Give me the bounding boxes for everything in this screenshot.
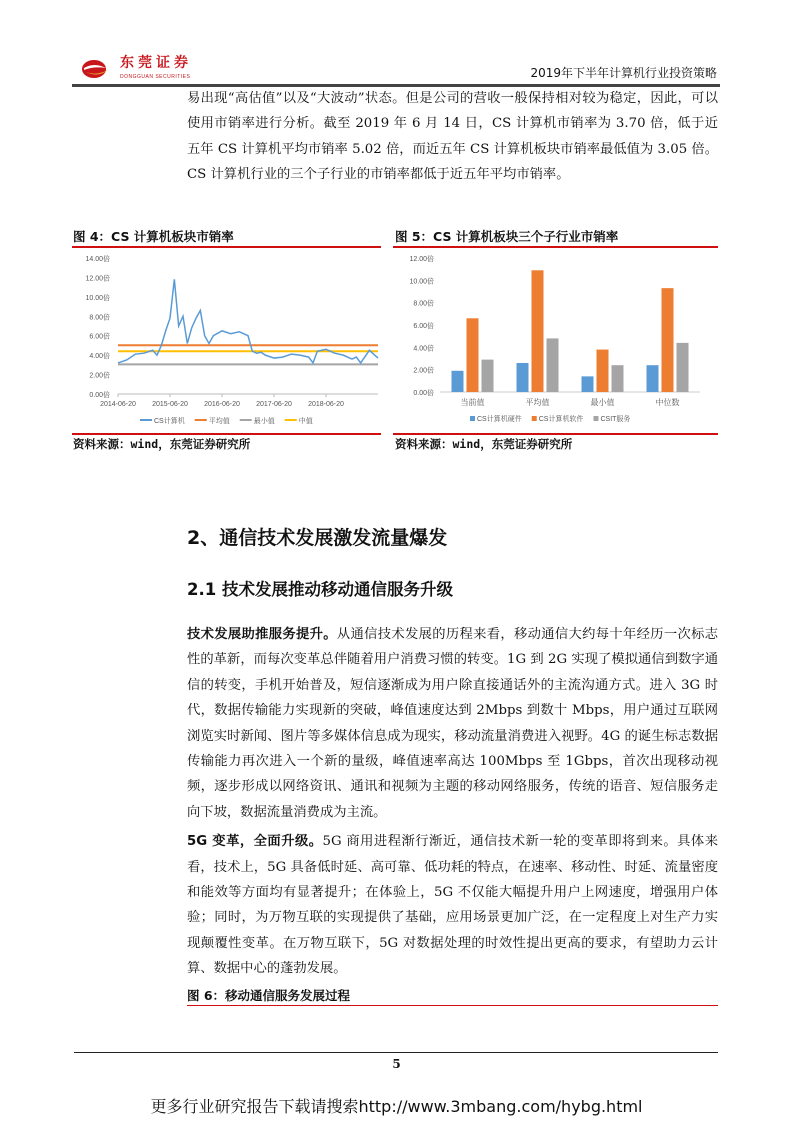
legend-label: CSIT服务 [600, 416, 631, 423]
bar-CS计算机软件-当前值 [467, 318, 479, 392]
bar-CS计算机硬件-中位数 [647, 365, 659, 392]
x-tick-label: 2014-06-20 [100, 401, 136, 408]
legend-label: 最小值 [253, 418, 275, 425]
page-number: 5 [392, 1057, 401, 1071]
bar-CSIT服务-当前值 [482, 360, 494, 392]
y-tick-label: 0.00倍 [413, 390, 434, 397]
bar-CSIT服务-最小值 [612, 365, 624, 392]
x-tick-label: 2015-06-20 [152, 401, 188, 408]
logo-subtext: DONGGUAN SECURITIES [120, 74, 191, 80]
y-tick-label: 12.00倍 [85, 275, 110, 283]
section-heading: 2、通信技术发展激发流量爆发 [187, 527, 448, 549]
bar-CSIT服务-中位数 [677, 343, 689, 392]
figure5-bottom-rule [393, 433, 718, 435]
y-tick-label: 2.00倍 [413, 367, 434, 375]
paragraph-body: 从通信技术发展的历程来看，移动通信大约每十年经历一次标志性的革新，而每次变革总伴随着用户消费习惯的转变。1G 到 2G 实现了模拟通信到数字通信的转变，手机开始普及，短信逐渐成为用户除直接通话外的主流沟通方式。进入 3G 时代，数据传输能力实现新的突破，峰值速度达到 2Mbps 到数十 Mbps，用户通过互联网浏览实时新闻、图片等多媒体信息成为现实，移动流量消费进入视野。4G 的诞生标志数据传输能力再次进入一个新的量级，峰值速率高达 100Mbps 至 1Gbps，首次出现移动视频，逐步形成以网络资讯、通讯和视频为主题的移动网络服务，传统的语音、短信服务走向下坡，数据流量消费成为主流。 [187, 627, 719, 820]
y-tick-label: 4.00倍 [89, 353, 110, 361]
bar-CS计算机软件-中位数 [662, 288, 674, 392]
y-tick-label: 14.00倍 [85, 256, 110, 263]
paragraph-lead: 5G 变革，全面升级。 [187, 834, 323, 850]
body-text-flow [187, 622, 718, 1006]
figure5-title: 图 5：CS 计算机板块三个子行业市销率 [395, 229, 619, 244]
x-category-label: 当前值 [460, 398, 485, 407]
y-tick-label: 6.00倍 [413, 323, 434, 330]
paragraph-lead: 技术发展助推服务提升。 [187, 627, 337, 642]
legend-label: 平均值 [208, 418, 230, 425]
figure6-title: 图 6：移动通信服务发展过程 [187, 987, 351, 1003]
document-title: 2019年下半年计算机行业投资策略 [530, 66, 717, 80]
intro-paragraph: 易出现“高估值”以及“大波动”状态。但是公司的营收一般保持相对较为稳定，因此，可以使用市销率进行分析。截至 2019 年 6 月 14 日，CS 计算机市销率为 3.70 倍，低于近五年 CS 计算机平均市销率 5.02 倍，而近五年 CS 计算机板块市销率最低值为 3.05 倍。CS 计算机行业的三个子行业的市销率都低于近五年平均市销率。 [187, 91, 718, 183]
x-category-label: 最小值 [590, 398, 615, 407]
logo-text: 东莞证券 [120, 55, 192, 71]
legend-swatch [532, 416, 537, 421]
y-tick-label: 6.00倍 [89, 333, 110, 341]
y-tick-label: 12.00倍 [409, 256, 434, 263]
figure4-source: 资料来源：wind，东莞证券研究所 [73, 437, 251, 451]
paragraph-body: 5G 商用进程渐行渐近，通信技术新一轮的变革即将到来。具体来看，技术上，5G 具备低时延、高可靠、低功耗的特点，在速率、移动性、时延、流量密度和能效等方面均有显著提升；在体验上，5G 不仅能大幅提升用户上网速度，增强用户体验；同时，为万物互联的实现提供了基础，应用场景更加广泛，在一定程度上对生产力实现颠覆性变革。在万物互联下，5G 对数据处理的时效性提出更高的要求，有望助力云计算、数据中心的蓬勃发展。 [187, 834, 718, 977]
x-tick-label: 2016-06-20 [204, 401, 240, 408]
figure4-title: 图 4：CS 计算机板块市销率 [73, 229, 234, 244]
footer-download-link[interactable]: 更多行业研究报告下载请搜索http://www.3mbang.com/hybg.html [150, 1097, 643, 1116]
legend-swatch [470, 416, 475, 421]
figure5-source: 资料来源：wind，东莞证券研究所 [395, 437, 573, 451]
bar-CS计算机硬件-平均值 [517, 363, 529, 392]
footer-divider [74, 1052, 718, 1053]
y-tick-label: 0.00倍 [89, 392, 110, 399]
y-tick-label: 10.00倍 [409, 278, 434, 286]
y-tick-label: 2.00倍 [89, 372, 110, 380]
bar-CS计算机软件-最小值 [597, 350, 609, 392]
legend-label: CS计算机硬件 [477, 416, 522, 423]
x-category-label: 平均值 [525, 398, 550, 407]
x-tick-label: 2017-06-20 [256, 401, 292, 408]
bar-CS计算机硬件-当前值 [452, 371, 464, 392]
legend-label: CS计算机软件 [538, 416, 584, 423]
x-category-label: 中位数 [655, 398, 680, 407]
paragraph-tech-development [187, 622, 718, 825]
bar-CS计算机硬件-最小值 [582, 376, 594, 392]
legend-label: CS计算机 [154, 418, 185, 425]
bar-CS计算机软件-平均值 [532, 270, 544, 392]
y-tick-label: 4.00倍 [413, 345, 434, 353]
x-tick-label: 2018-06-20 [308, 401, 344, 408]
y-tick-label: 8.00倍 [413, 300, 434, 308]
legend-label: 中值 [298, 418, 313, 425]
figure6-rule [187, 1005, 718, 1007]
paragraph-5g [187, 829, 718, 981]
subsection-heading: 2.1 技术发展推动移动通信服务升级 [187, 580, 453, 599]
y-tick-label: 10.00倍 [85, 294, 110, 302]
bar-CSIT服务-平均值 [547, 338, 559, 392]
legend-swatch [593, 416, 598, 421]
y-tick-label: 8.00倍 [89, 314, 110, 322]
